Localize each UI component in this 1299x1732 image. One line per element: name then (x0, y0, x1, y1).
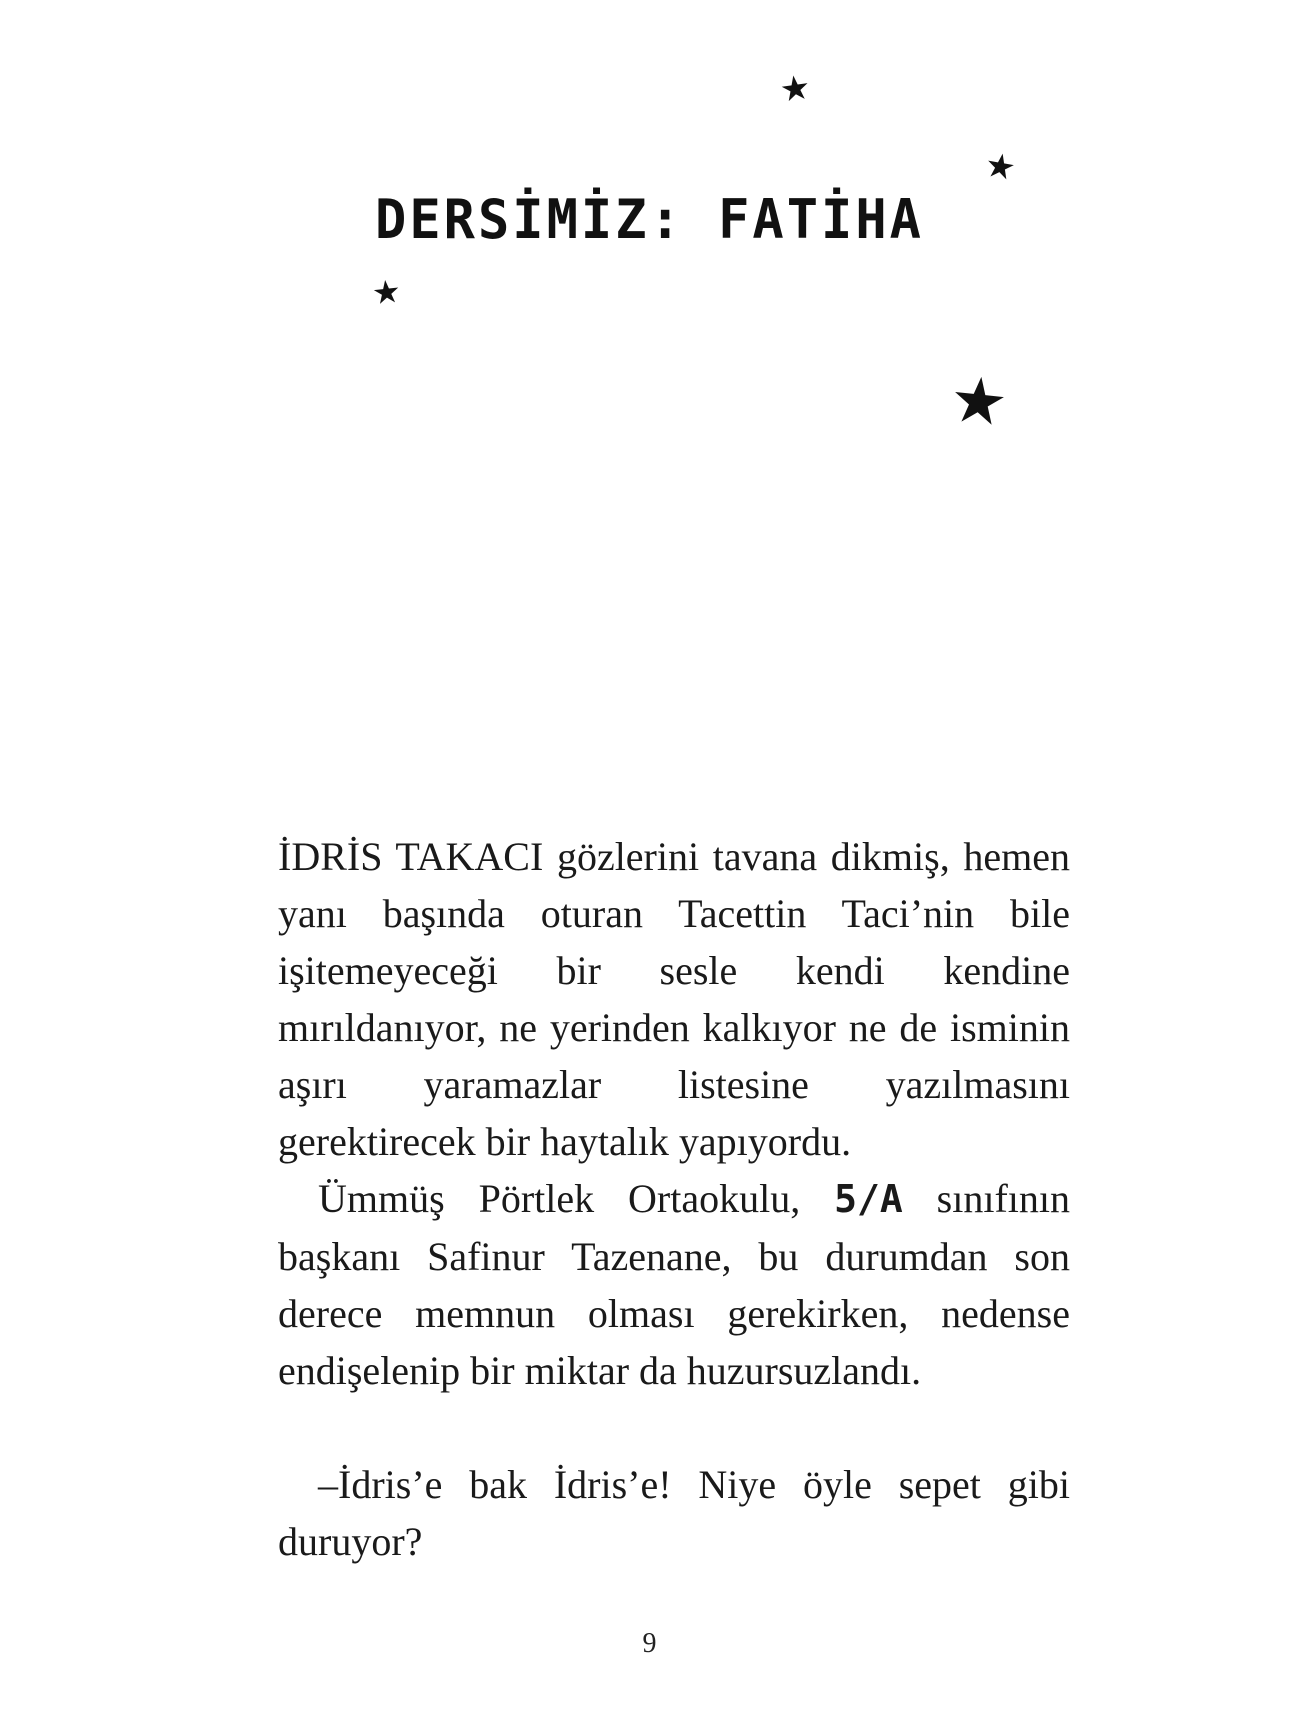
chapter-body (278, 828, 1070, 1570)
star-icon: ★ (370, 271, 403, 313)
paragraph-gap (278, 1399, 1070, 1456)
chapter-title: DERSİMİZ: FATİHA (375, 188, 924, 252)
star-icon: ★ (777, 67, 814, 111)
star-icon: ★ (946, 362, 1012, 442)
page-number: 9 (642, 1628, 657, 1659)
paragraph-1: İDRİS TAKACI gözlerini tavana dikmiş, hemen yanı başında oturan Tacettin Taci’nin bile işitemeyeceği bir sesle kendi kendine mırıldanıyor, ne yerinden kalkıyor ne de isminin aşırı yaramazlar listesine yazılmasını gerektirecek bir haytalık yapıyordu. (278, 834, 1070, 1164)
class-code: 5/A (834, 1177, 903, 1221)
star-icon: ★ (981, 144, 1019, 190)
paragraph-2-start: Ümmüş Pörtlek Ortaokulu, (318, 1176, 835, 1221)
paragraph-2-end: sınıfının başkanı Safinur Tazenane, bu durumdan son derece memnun olması gerekirken, nedense endişelenip bir miktar da huzursuzlandı. (278, 1176, 1070, 1393)
paragraph-3-dialogue: –İdris’e bak İdris’e! Niye öyle sepet gibi duruyor? (278, 1462, 1070, 1564)
paragraph-2 (278, 1170, 1070, 1399)
